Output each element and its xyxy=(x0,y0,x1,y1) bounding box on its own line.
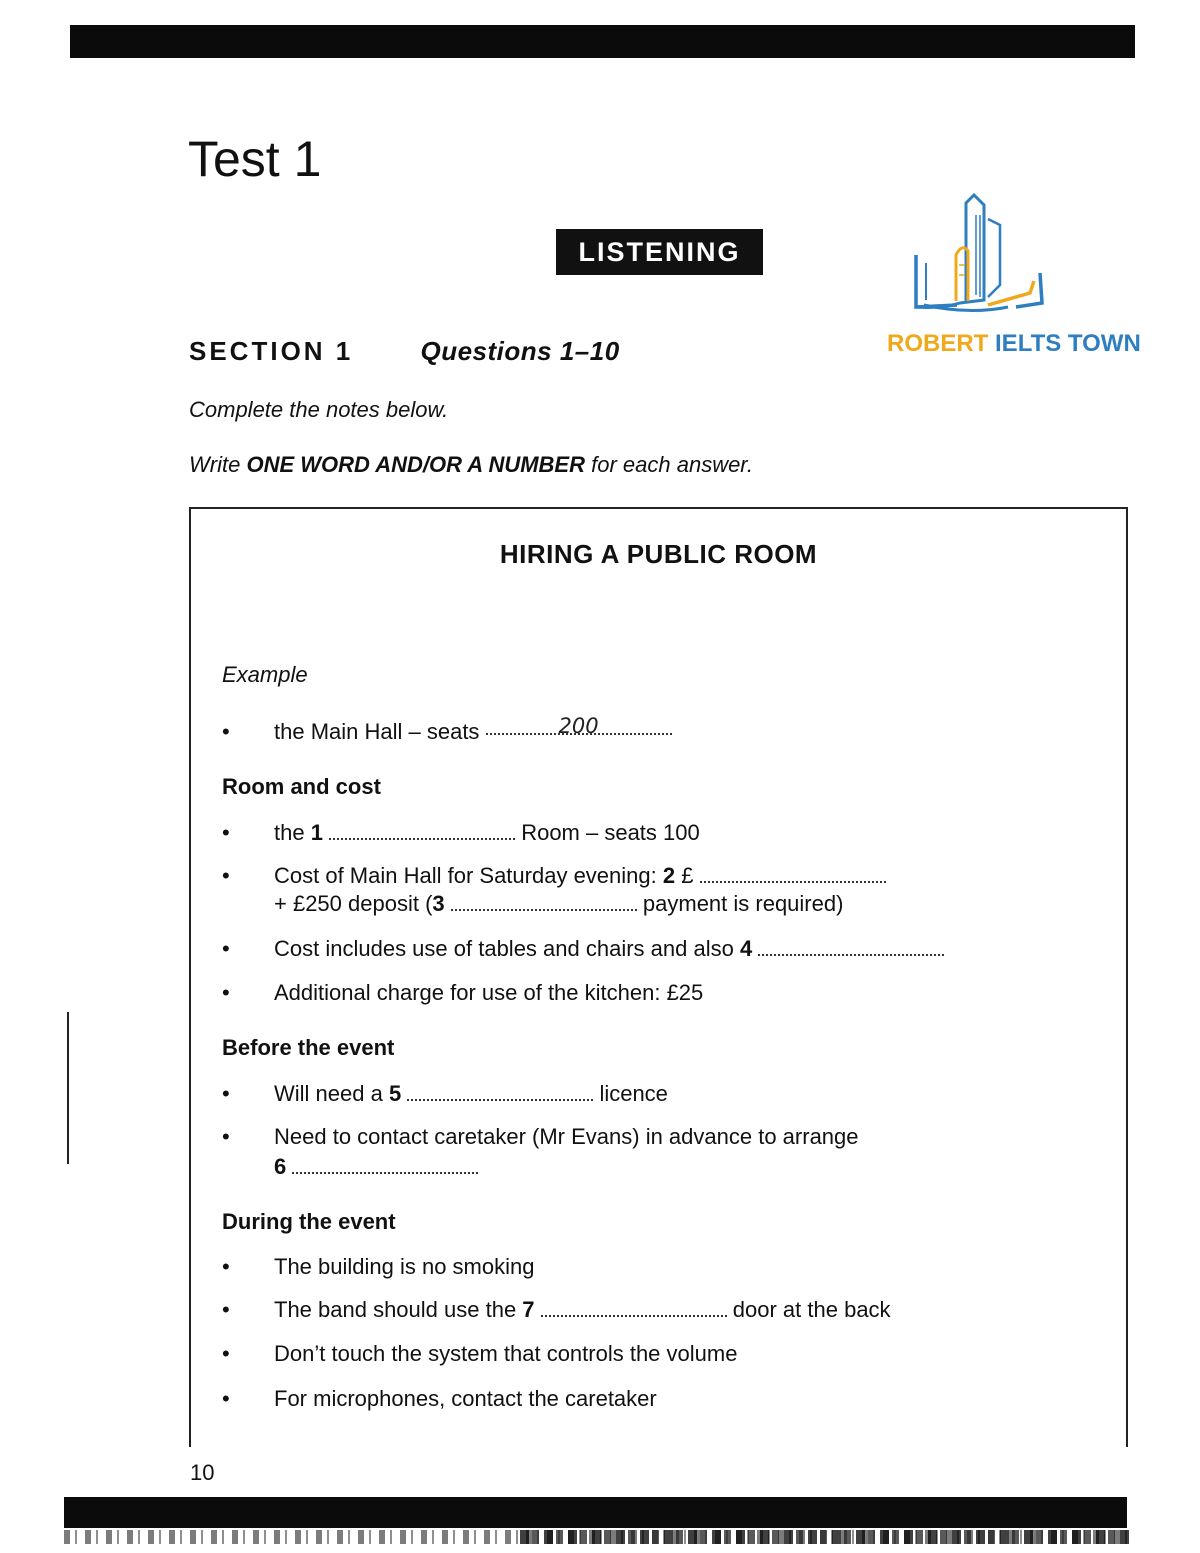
item-text: Additional charge for use of the kitchen: £25 xyxy=(274,980,704,1005)
list-item xyxy=(222,861,886,890)
scan-margin-mark xyxy=(67,1012,69,1164)
question-number-6: 6 xyxy=(274,1154,287,1179)
answer-blank-4[interactable] xyxy=(758,938,944,956)
bullet: • xyxy=(222,980,230,1005)
item-text: Don’t touch the system that controls the volume xyxy=(274,1341,738,1366)
item-text: Will need a xyxy=(274,1081,389,1106)
test-title: Test 1 xyxy=(188,131,322,187)
bullet: • xyxy=(222,1081,230,1106)
list-item xyxy=(222,1122,859,1151)
example-answer-blank xyxy=(486,714,672,738)
logo-text-robert: ROBERT xyxy=(887,330,989,357)
logo-text xyxy=(887,330,1141,358)
page-number: 10 xyxy=(190,1460,215,1485)
pound-sign: £ xyxy=(675,863,700,888)
item-text: licence xyxy=(593,1081,668,1106)
question-number-2: 2 xyxy=(662,863,676,888)
list-item xyxy=(222,818,700,847)
item-text: Cost includes use of tables and chairs and also xyxy=(274,936,740,961)
list-item xyxy=(222,978,703,1007)
answer-blank-2[interactable] xyxy=(700,865,886,883)
bottom-black-bar xyxy=(64,1497,1127,1528)
answer-blank-5[interactable] xyxy=(407,1083,593,1101)
item-text: payment is required) xyxy=(636,891,844,916)
example-answer: 200 xyxy=(558,714,599,738)
question-number-3: 3 xyxy=(432,891,445,916)
instruction-prefix: Write xyxy=(189,452,247,477)
item-text: The band should use the xyxy=(274,1297,523,1322)
list-item xyxy=(222,1384,657,1413)
bullet: • xyxy=(222,1297,230,1322)
top-black-bar xyxy=(70,25,1135,58)
bullet: • xyxy=(222,719,230,744)
bullet: • xyxy=(222,820,230,845)
item-text: The building is no smoking xyxy=(274,1254,535,1279)
heading-during-event: During the event xyxy=(222,1209,396,1234)
notes-title: HIRING A PUBLIC ROOM xyxy=(499,539,818,569)
instruction-bold: ONE WORD AND/OR A NUMBER xyxy=(246,452,585,477)
scan-noise-strip-dense xyxy=(520,1530,1131,1544)
logo-text-ielts-town: IELTS TOWN xyxy=(995,330,1141,357)
instruction-complete-notes: Complete the notes below. xyxy=(189,397,449,422)
bullet: • xyxy=(222,936,230,961)
question-number-5: 5 xyxy=(388,1081,402,1106)
instruction-word-limit xyxy=(189,452,753,478)
list-item xyxy=(222,1295,891,1324)
answer-blank-6[interactable] xyxy=(292,1156,478,1174)
list-item xyxy=(222,934,944,963)
answer-blank-7[interactable] xyxy=(541,1299,727,1317)
item-text: Cost of Main Hall for Saturday evening: xyxy=(274,863,663,888)
example-label: Example xyxy=(222,662,308,687)
item-text: Need to contact caretaker (Mr Evans) in advance to arrange xyxy=(274,1124,859,1149)
listening-badge: LISTENING xyxy=(556,229,763,275)
question-number-1: 1 xyxy=(310,820,323,845)
bullet: • xyxy=(222,863,230,888)
list-item-continuation xyxy=(222,889,843,918)
question-number-4: 4 xyxy=(739,936,753,961)
heading-room-and-cost: Room and cost xyxy=(222,774,381,799)
item-text: Room – seats 100 xyxy=(515,820,700,845)
list-item xyxy=(222,1339,737,1368)
heading-before-event: Before the event xyxy=(222,1035,395,1060)
answer-blank-3[interactable] xyxy=(451,893,637,911)
instruction-suffix: for each answer. xyxy=(585,452,753,477)
bullet: • xyxy=(222,1254,230,1279)
notes-box xyxy=(189,507,1128,1447)
item-text: the xyxy=(274,820,311,845)
bullet: • xyxy=(222,1386,230,1411)
item-text: For microphones, contact the caretaker xyxy=(274,1386,657,1411)
example-text: the Main Hall – seats xyxy=(274,719,486,744)
item-text: + £250 deposit ( xyxy=(274,891,433,916)
item-text: door at the back xyxy=(726,1297,891,1322)
example-item xyxy=(222,714,672,746)
section-label: SECTION 1 xyxy=(189,336,354,366)
bullet: • xyxy=(222,1124,230,1149)
list-item xyxy=(222,1252,534,1281)
answer-blank-1[interactable] xyxy=(329,822,515,840)
questions-range: Questions 1–10 xyxy=(420,336,620,366)
bullet: • xyxy=(222,1341,230,1366)
question-number-7: 7 xyxy=(522,1297,535,1322)
list-item xyxy=(222,1079,668,1108)
list-item-continuation xyxy=(222,1152,478,1181)
section-heading xyxy=(189,336,620,367)
